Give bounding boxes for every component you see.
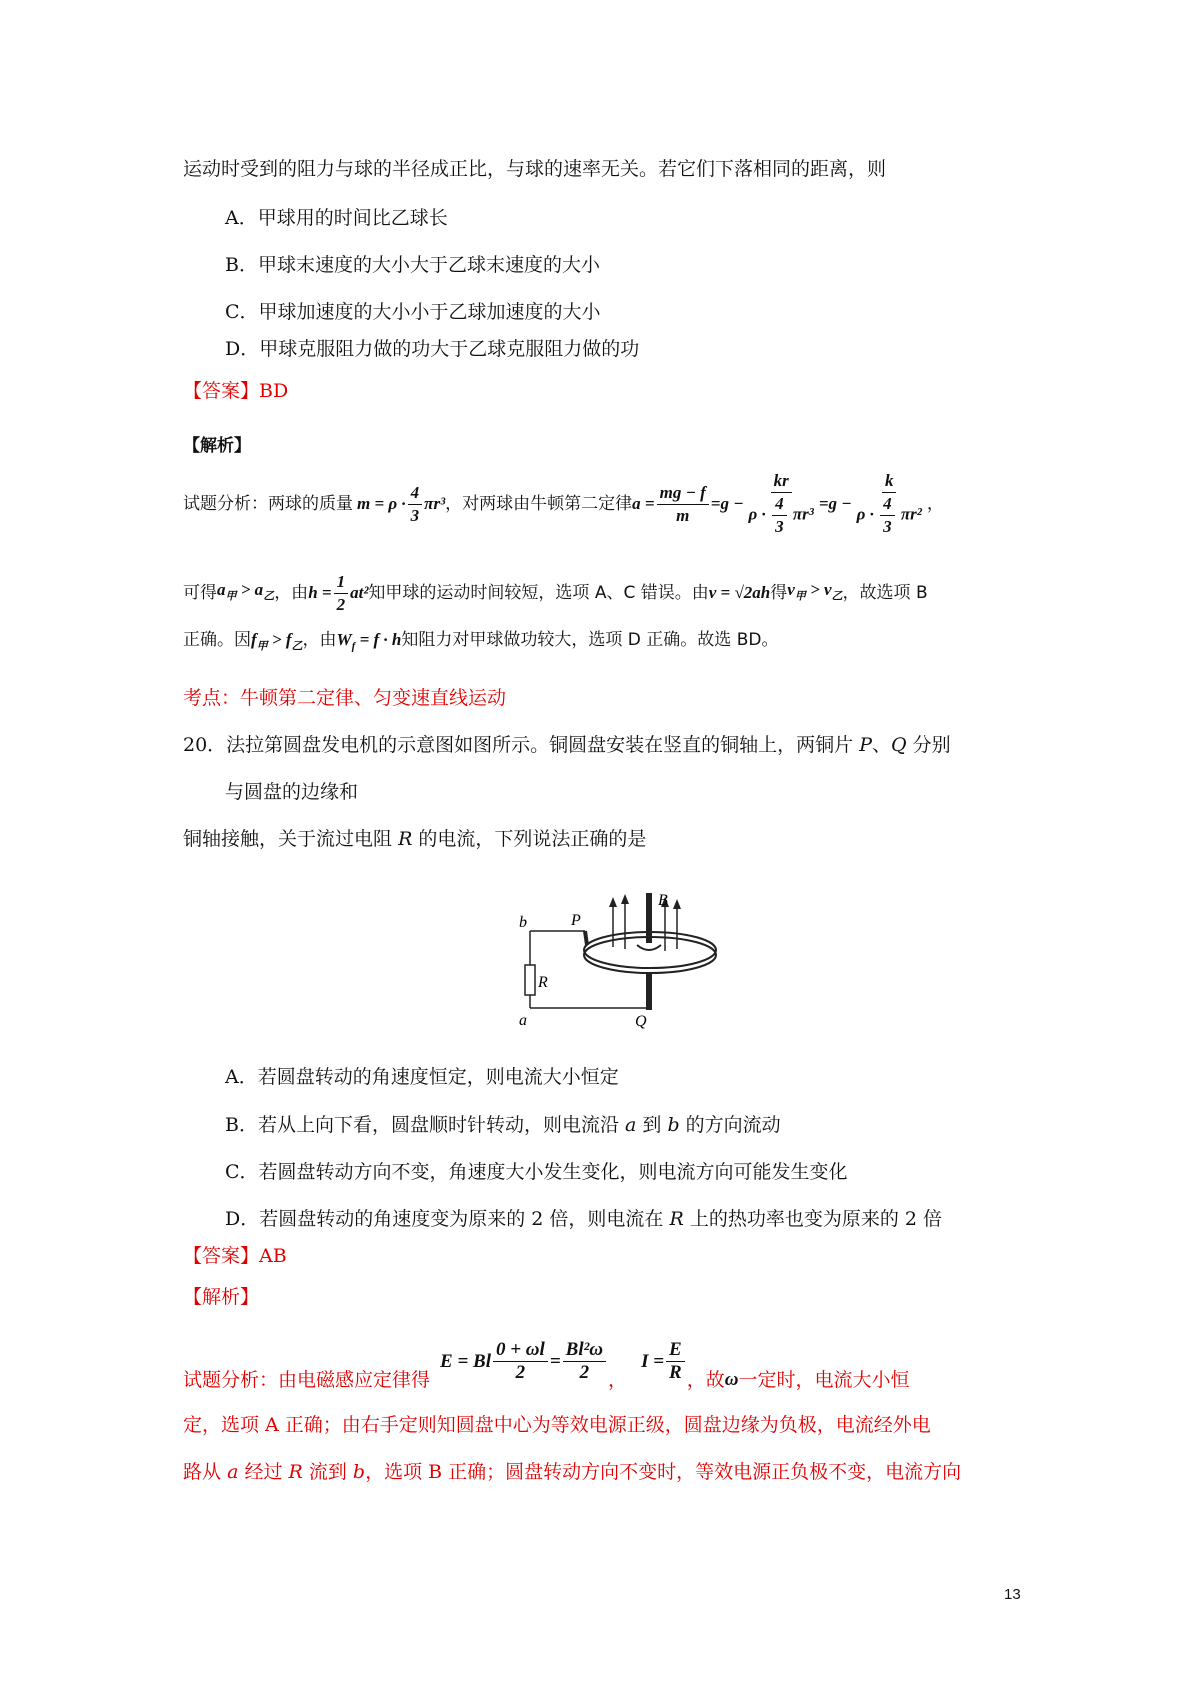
fig-label-B: B [658, 892, 668, 909]
q20-stem-line1: 20．法拉第圆盘发电机的示意图如图所示。铜圆盘安装在竖直的铜轴上，两铜片 P、Q 分别 [183, 734, 951, 756]
q19-option-a: A．甲球用的时间比乙球长 [225, 207, 448, 229]
fig-label-P: P [571, 912, 581, 929]
q19-answer: 【答案】BD [183, 380, 289, 402]
q19-option-d: D．甲球克服阻力做的功大于乙球克服阻力做的功 [225, 338, 640, 360]
q20-stem-line2: 与圆盘的边缘和 [225, 781, 359, 803]
q20-answer: 【答案】AB [183, 1245, 287, 1267]
fig-label-b: b [519, 914, 527, 931]
q20-option-c: C．若圆盘转动方向不变，角速度大小发生变化，则电流方向可能发生变化 [225, 1161, 848, 1183]
fig-label-R: R [538, 974, 548, 991]
q20-analysis-line3: 路从 a 经过 R 流到 b，选项 B 正确；圆盘转动方向不变时，等效电源正负极不变，电流方向 [183, 1461, 962, 1483]
page-number: 13 [1004, 1586, 1021, 1603]
fig-label-a: a [519, 1012, 527, 1029]
q20-option-a: A．若圆盘转动的角速度恒定，则电流大小恒定 [225, 1066, 619, 1088]
faraday-disk-figure [515, 885, 735, 1030]
q19-analysis-line3: 正确。因$f_甲 > f_乙$，由$W_f = f \cdot h$知阻力对甲球做功较大，选项 D 正确。故选 BD。 [183, 630, 779, 653]
q19-option-c: C．甲球加速度的大小小于乙球加速度的大小 [225, 301, 601, 323]
fig-label-Q: Q [635, 1013, 647, 1030]
q20-stem-line3: 铜轴接触，关于流过电阻 R 的电流，下列说法正确的是 [183, 828, 647, 850]
q20-option-d: D．若圆盘转动的角速度变为原来的 2 倍，则电流在 R 上的热功率也变为原来的 2 倍 [225, 1208, 942, 1230]
q19-analysis-line2: 可得 $a_甲 > a_乙$ ，由 h = $\frac{1}{2}$ at² 知甲球的运动时间较短，选项 A、C 错误。由 v = √2ah 得 $v_甲 > v_乙$ ，故选项 B [183, 571, 928, 614]
q19-analysis-line1: 试题分析：两球的质量 m = ρ · $\frac{4}{3}$ πr³ ，对两球由牛顿第二定律 a = $\frac{mg - f}{m}$ =g − kr ρ · $\frac{4}{3}$ πr³ =g − k ρ · $\frac{4}{3}$ πr² ， [183, 471, 944, 536]
q19-kaodian: 考点：牛顿第二定律、匀变速直线运动 [183, 687, 507, 709]
q20-analysis-label: 【解析】 [183, 1286, 260, 1308]
q19-option-b: B．甲球末速度的大小大于乙球末速度的大小 [225, 254, 600, 276]
q19-analysis-label: 【解析】 [183, 436, 251, 456]
q20-analysis-line1: 试题分析：由电磁感应定律得 E = Bl $\frac{0 + \omega l}{2}$ = $\frac{\text{Bl²ω}}{2}$ ， I = $\frac{E}{R}$ ，故 ω 一定时，电流大小恒 [183, 1339, 910, 1391]
q19-stem-tail: 运动时受到的阻力与球的半径成正比，与球的速率无关。若它们下落相同的距离，则 [183, 158, 887, 180]
q20-option-b: B．若从上向下看，圆盘顺时针转动，则电流沿 a 到 b 的方向流动 [225, 1114, 781, 1136]
q20-analysis-line2: 定，选项 A 正确；由右手定则知圆盘中心为等效电源正级，圆盘边缘为负极，电流经外电 [183, 1414, 931, 1436]
